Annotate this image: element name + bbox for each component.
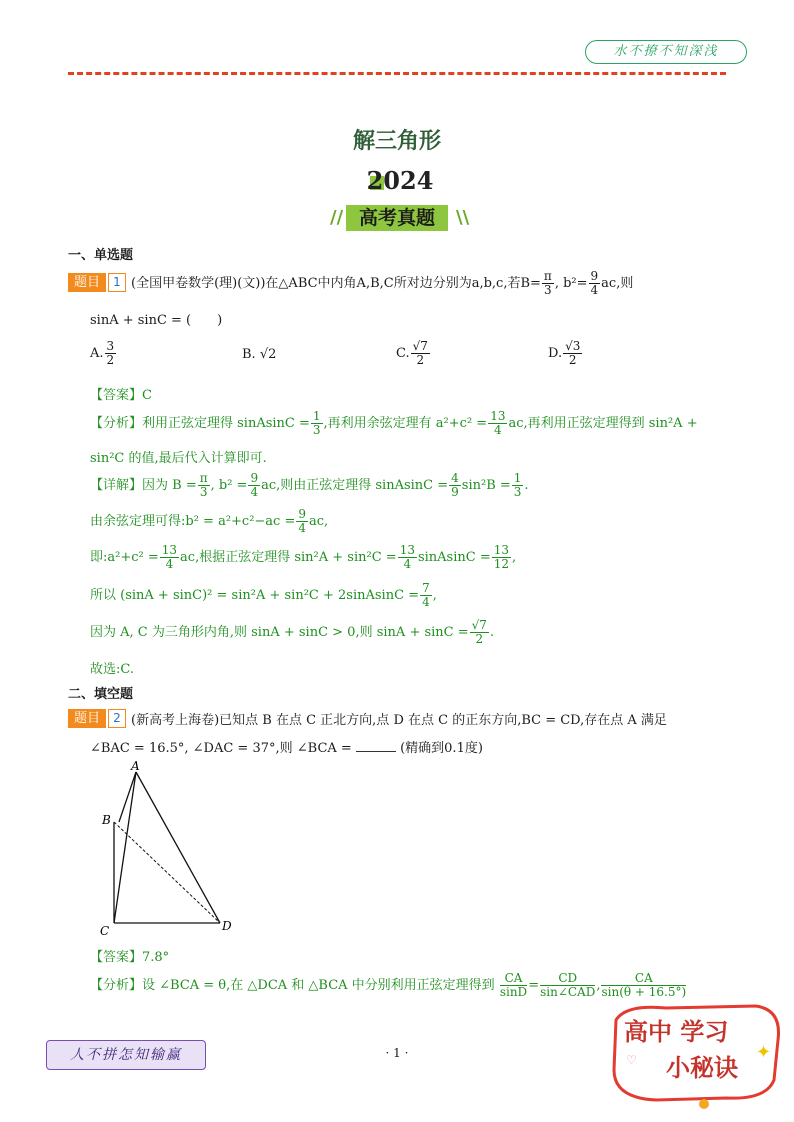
point-b: B bbox=[102, 813, 111, 827]
badge-line-2: 小秘诀 bbox=[666, 1054, 738, 1082]
q2-analysis: 【分析】设 ∠BCA = θ,在 △DCA 和 △BCA 中分别利用正弦定理得到 $\frac{CA}{\sin D}$ = $\frac{CD}{\text{sin∠CAD}}$ , $\frac{CA}{\sin(\theta + 16.5^\circ)}$ bbox=[90, 971, 687, 999]
question-number: 2 bbox=[108, 709, 126, 728]
q1-stem-2: sinA + sinC = ( ) bbox=[90, 313, 223, 328]
banner-title: 高考真题 bbox=[346, 205, 448, 231]
badge-line-1: 高中 学习 bbox=[624, 1018, 729, 1046]
section-single-choice: 一、单选题 bbox=[68, 248, 134, 263]
q1-sum-line: 所以 (sinA + sinC)² = sin²A + sin²C + 2sinAsinC = $\frac{7}{4}$ , bbox=[90, 581, 437, 609]
option-d: D. $\frac{√3}{2}$ bbox=[548, 339, 581, 367]
edge-ad bbox=[136, 772, 220, 923]
q2-stem: (新高考上海卷)已知点 B 在点 C 正北方向,点 D 在点 C 的正东方向,BC = CD,存在点 A 满足 bbox=[131, 713, 667, 728]
q1-positive-line: 因为 A, C 为三角形内角,则 sinA + sinC > 0,则 sinA + sinC = $\frac{√7}{2}$ . bbox=[90, 618, 495, 646]
q1-stem-a: (全国甲卷数学(理)(文))在△ABC中内角A,B,C所对边分别为a,b,c,若B= bbox=[131, 276, 541, 291]
star-icon: ✦ bbox=[756, 1042, 772, 1063]
q1-frac-9-4: $\frac{9}{4}$ bbox=[590, 269, 599, 297]
q1-ji-line: 即:a²+c² = $\frac{13}{4}$ ac,根据正弦定理得 sin²A + sin²C = $\frac{13}{4}$ sinAsinC = $\frac{13}{12}$ , bbox=[90, 543, 517, 571]
q1-stem-b: , b²= bbox=[554, 276, 588, 291]
geometry-figure bbox=[96, 760, 246, 940]
banner-slash-right: \\ bbox=[456, 207, 470, 228]
option-a: A. $\frac{3}{2}$ bbox=[90, 339, 115, 367]
point-c: C bbox=[100, 924, 110, 938]
flower-icon bbox=[699, 1099, 709, 1109]
edge-bd bbox=[114, 822, 220, 923]
year: 2024 bbox=[366, 166, 434, 195]
top-slogan: 水不撩不知深浅 bbox=[585, 40, 747, 64]
q1-stem bbox=[131, 270, 633, 297]
year-block bbox=[360, 166, 440, 200]
question-tag-label: 题目 bbox=[68, 709, 106, 728]
q2-stem-2: ∠BAC = 16.5°, ∠DAC = 37°,则 ∠BCA = (精确到0.1度) bbox=[90, 741, 483, 756]
q1-cosine-line: 由余弦定理可得:b² = a²+c²−ac = $\frac{9}{4}$ ac, bbox=[90, 507, 329, 535]
option-b: B. √2 bbox=[242, 347, 277, 362]
q1-conclusion: 故选:C. bbox=[90, 662, 134, 677]
q1-detail: 【详解】因为 B = $\frac{\pi}{3}$ , b² = $\frac{9}{4}$ ac,则由正弦定理得 sinAsinC = $\frac{4}{9}$ sin²B = $\frac{1}{3}$ . bbox=[90, 471, 529, 499]
heart-icon: ♡ bbox=[626, 1053, 637, 1067]
question-tag-1 bbox=[68, 273, 126, 292]
option-c: C. $\frac{√7}{2}$ bbox=[396, 339, 428, 367]
bottom-slogan: 人不拼怎知输赢 bbox=[46, 1040, 206, 1070]
question-number: 1 bbox=[108, 273, 126, 292]
question-tag-2 bbox=[68, 709, 126, 728]
q1-frac-pi-3: $\frac{\pi}{3}$ bbox=[543, 269, 552, 297]
banner-slash-left: // bbox=[330, 207, 344, 228]
q1-stem-c: ac,则 bbox=[601, 276, 634, 291]
q1-analysis-2: sin²C 的值,最后代入计算即可. bbox=[90, 451, 267, 466]
edge-ab bbox=[119, 772, 136, 822]
page-title: 解三角形 bbox=[352, 129, 441, 154]
point-a: A bbox=[131, 760, 140, 773]
q1-answer: 【答案】C bbox=[90, 388, 152, 403]
answer-blank[interactable] bbox=[356, 741, 396, 752]
study-tips-badge bbox=[606, 1000, 788, 1110]
page-number: · 1 · bbox=[385, 1046, 409, 1060]
question-tag-label: 题目 bbox=[68, 273, 106, 292]
header-divider bbox=[68, 72, 726, 75]
q2-answer: 【答案】7.8° bbox=[90, 950, 170, 965]
q1-analysis: 【分析】利用正弦定理得 sinAsinC = $\frac{1}{3}$ ,再利用余弦定理有 a²+c² = $\frac{13}{4}$ ac,再利用正弦定理得到 sin²A + bbox=[90, 409, 698, 437]
edge-ac bbox=[114, 772, 136, 923]
point-d: D bbox=[222, 919, 232, 933]
section-fill-blank: 二、填空题 bbox=[68, 687, 134, 702]
